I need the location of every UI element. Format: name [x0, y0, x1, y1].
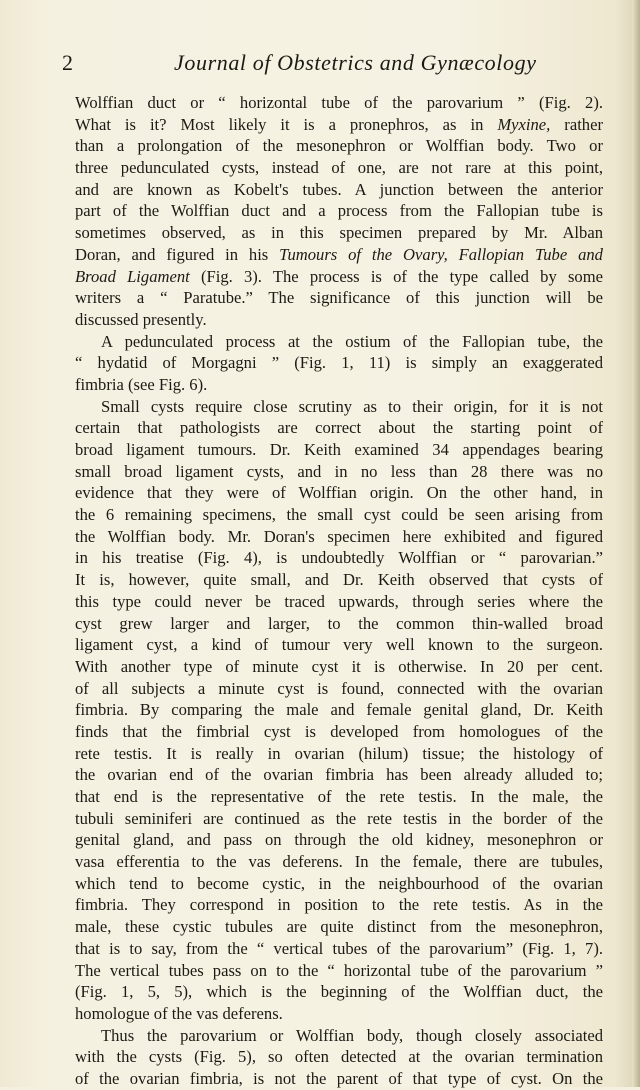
text-line: [75, 764, 603, 786]
text-line-roman-tail: rather: [550, 114, 603, 134]
text-line-roman: fimbria. By comparing the male and female genital gland, Dr. Keith: [75, 700, 603, 720]
text-line: [75, 222, 603, 244]
text-line: [75, 179, 603, 201]
text-line: [75, 916, 603, 938]
text-line: [75, 613, 603, 635]
text-line-roman: Thus the parovarium or Wolffian body, though closely associated: [101, 1025, 603, 1045]
text-line: [75, 1003, 603, 1025]
journal-title: Journal of Obstetrics and Gynæcology: [174, 50, 537, 75]
text-line-roman: part of the Wolffian duct and a process from the Fallopian tube is: [75, 201, 603, 221]
text-line-roman: which tend to become cystic, in the neighbourhood of the ovarian: [75, 873, 603, 893]
text-line-roman: three pedunculated cysts, instead of one, are not rare at this point,: [75, 158, 603, 178]
text-line-roman: in his treatise (Fig. 4), is undoubtedly Wolffian or “ parovarian.”: [75, 548, 603, 568]
text-line: [75, 417, 603, 439]
text-line-roman: rete testis. It is really in ovarian (hilum) tissue; the histology of: [75, 743, 603, 763]
text-line-roman: male, these cystic tubules are quite distinct from the mesonephron,: [75, 917, 603, 937]
text-line: [75, 331, 603, 353]
text-line-roman: tubuli seminiferi are continued as the rete testis in the border of the: [75, 808, 603, 828]
text-line: [75, 829, 603, 851]
text-line-roman: sometimes observed, as in this specimen prepared by Mr. Alban: [75, 223, 603, 243]
text-line: [75, 960, 603, 982]
text-line: [75, 569, 603, 591]
text-line-roman: genital gland, and pass on through the old kidney, mesonephron or: [75, 830, 603, 850]
text-line: [75, 396, 603, 418]
page-number: 2: [62, 50, 73, 75]
text-line-roman: finds that the fimbrial cyst is developed from homologues of the: [75, 721, 603, 741]
text-line-roman: Doran, and figured in his: [75, 244, 280, 264]
text-line-roman-tail: (Fig. 3). The process is of the type called by some: [189, 266, 603, 286]
text-line-roman: fimbria (see Fig. 6).: [75, 374, 208, 394]
text-line-roman: fimbria. They correspond in position to the rete testis. As in the: [75, 895, 603, 915]
text-line: [75, 1046, 603, 1068]
text-line: [75, 547, 603, 569]
text-line-roman: this type could never be traced upwards, through series where the: [75, 591, 603, 611]
text-line: [75, 743, 603, 765]
text-line-roman: broad ligament tumours. Dr. Keith examined 34 appendages bearing: [75, 440, 603, 459]
text-line: [75, 244, 603, 266]
page-edge-shadow: [632, 0, 640, 1087]
text-line-roman: What is it? Most likely it is a pronephros, as in: [75, 114, 498, 134]
text-line: [75, 461, 603, 483]
text-line-roman: A pedunculated process at the ostium of the Fallopian tube, the: [101, 331, 603, 351]
text-line: [75, 1025, 603, 1047]
text-line-roman: Small cysts require close scrutiny as to their origin, for it is not: [101, 396, 603, 416]
text-line-roman: the Wolffian body. Mr. Doran's specimen here exhibited and figured: [75, 526, 603, 546]
text-line-italic: Myxine,: [497, 114, 551, 134]
text-line: [75, 786, 603, 808]
running-head: [62, 50, 537, 80]
text-line-roman: that is to say, from the “ vertical tubes of the parovarium” (Fig. 1, 7).: [75, 938, 603, 958]
text-line: [75, 439, 603, 461]
text-line-italic: Broad Ligament: [75, 266, 190, 286]
text-line-roman: vasa efferentia to the vas deferens. In the female, there are tubules,: [75, 852, 603, 872]
text-line-roman: the ovarian end of the ovarian fimbria has been already alluded to;: [75, 765, 603, 785]
text-line-italic: Tumours of the Ovary, Fallopian Tube and: [279, 244, 603, 264]
text-line: [75, 591, 603, 613]
text-line: [75, 634, 603, 656]
text-line: [75, 808, 603, 830]
text-line: [75, 851, 603, 873]
text-line: [75, 938, 603, 960]
text-line-roman: The vertical tubes pass on to the “ horizontal tube of the parovarium ”: [75, 960, 603, 980]
text-line-roman: with the cysts (Fig. 5), so often detected at the ovarian termination: [75, 1047, 603, 1067]
text-line-roman: Wolffian duct or “ horizontal tube of the parovarium ” (Fig. 2).: [75, 93, 603, 112]
text-line: [75, 504, 603, 526]
text-line: [75, 200, 603, 222]
text-line-roman: It is, however, quite small, and Dr. Keith observed that cysts of: [75, 570, 603, 590]
text-line: [75, 266, 603, 288]
text-line-roman: ligament cyst, a kind of tumour very well known to the surgeon.: [75, 635, 603, 655]
text-line: [75, 526, 603, 548]
text-line: [75, 92, 603, 114]
text-line: [75, 699, 603, 721]
text-line-roman: certain that pathologists are correct about the starting point of: [75, 418, 603, 438]
text-line: [75, 721, 603, 743]
text-line-roman: of all subjects a minute cyst is found, connected with the ovarian: [75, 678, 603, 698]
text-line-roman: than a prolongation of the mesonephron or Wolffian body. Two or: [75, 136, 603, 156]
text-line-roman: “ hydatid of Morgagni ” (Fig. 1, 11) is simply an exaggerated: [75, 353, 603, 373]
text-line-roman: evidence that they were of Wolffian origin. On the other hand, in: [75, 483, 603, 503]
text-line: [75, 873, 603, 895]
text-line: [75, 352, 603, 374]
text-line-roman: discussed presently.: [75, 309, 207, 329]
text-line-roman: cyst grew larger and larger, to the common thin-walled broad: [75, 613, 603, 633]
text-line: [75, 981, 603, 1003]
text-line-roman: of the ovarian fimbria, is not the parent of that type of cyst. On the: [75, 1068, 603, 1088]
text-line: [75, 894, 603, 916]
text-line-roman: homologue of the vas deferens.: [75, 1003, 283, 1023]
article-body-text: [75, 92, 603, 1090]
text-line-roman: the 6 remaining specimens, the small cyst could be seen arising from: [75, 505, 603, 525]
text-line-roman: (Fig. 1, 5, 5), which is the beginning of the Wolffian duct, the: [75, 982, 603, 1002]
text-line: [75, 678, 603, 700]
text-line: [75, 656, 603, 678]
text-line: [75, 157, 603, 179]
text-line-roman: writers a “ Paratube.” The significance of this junction will be: [75, 288, 603, 308]
text-line-roman: and are known as Kobelt's tubes. A junction between the anterior: [75, 179, 603, 199]
text-line: [75, 1068, 603, 1090]
text-line: [75, 482, 603, 504]
text-line-roman: With another type of minute cyst it is otherwise. In 20 per cent.: [75, 656, 603, 676]
text-line: [75, 135, 603, 157]
text-line: [75, 287, 603, 309]
text-line-roman: that end is the representative of the rete testis. In the male, the: [75, 787, 603, 806]
text-line-roman: small broad ligament cysts, and in no less than 28 there was no: [75, 461, 603, 481]
text-line: [75, 309, 603, 331]
text-line: [75, 114, 603, 136]
text-line: [75, 374, 603, 396]
